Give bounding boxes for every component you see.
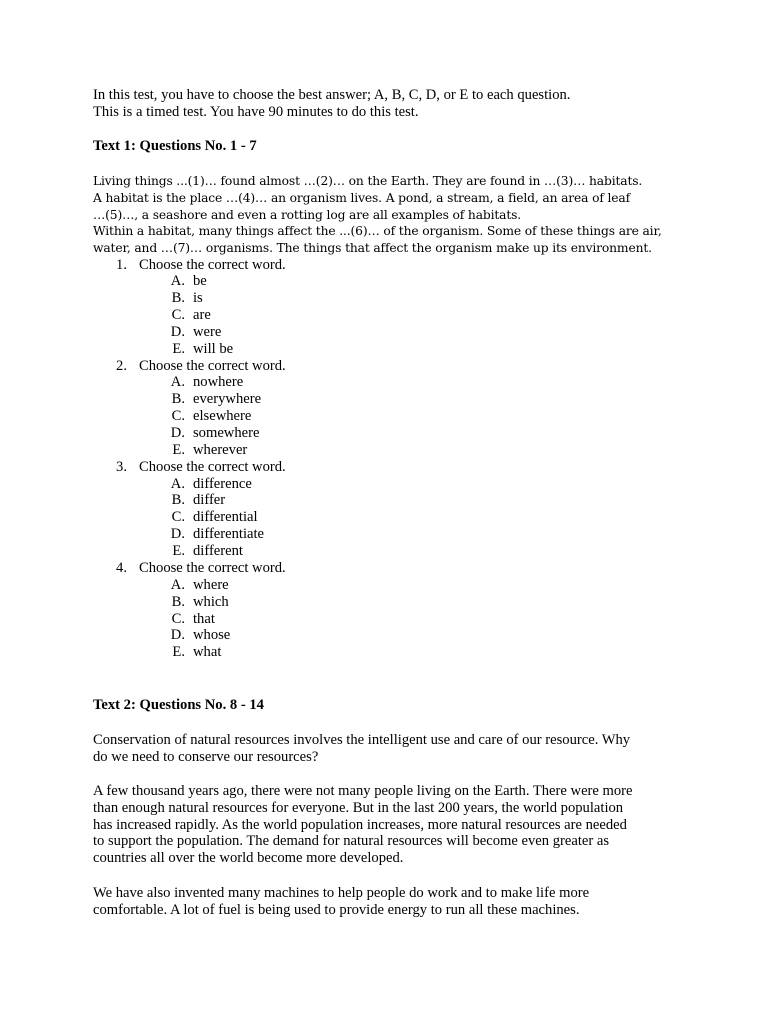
option-letter: A. — [170, 576, 185, 593]
text2-paragraph-1 — [93, 732, 693, 765]
option-b[interactable] — [93, 391, 693, 408]
option-text: is — [193, 290, 203, 307]
passage-line: water, and …(7)… organisms. The things that affect the organism make up its environment. — [93, 240, 652, 255]
option-list — [93, 476, 693, 560]
option-d[interactable] — [93, 627, 693, 644]
question-number: 3. — [116, 458, 127, 475]
question-prompt: Choose the correct word. — [139, 458, 286, 475]
option-list — [93, 374, 693, 458]
option-text: that — [193, 610, 215, 627]
option-text: are — [193, 307, 211, 324]
option-a[interactable] — [93, 273, 693, 290]
option-e[interactable] — [93, 442, 693, 459]
option-e[interactable] — [93, 644, 693, 661]
option-text: wherever — [193, 442, 248, 459]
option-letter: D. — [170, 323, 185, 340]
paragraph-line: comfortable. A lot of fuel is being used to provide energy to run all these machines. — [93, 901, 580, 918]
option-text: elsewhere — [193, 408, 252, 425]
option-text: nowhere — [193, 374, 244, 391]
intro-line-1: In this test, you have to choose the best answer; A, B, C, D, or E to each question. — [93, 87, 571, 103]
option-text: which — [193, 593, 229, 610]
question-4 — [93, 560, 693, 661]
option-letter: C. — [171, 307, 185, 324]
option-letter: B. — [171, 290, 185, 307]
option-letter: E. — [172, 644, 185, 661]
text1-passage — [93, 173, 693, 257]
option-text: differentiate — [193, 526, 265, 543]
paragraph-line: than enough natural resources for everyone. But in the last 200 years, the world population — [93, 800, 624, 816]
paragraph-line: A few thousand years ago, there were not many people living on the Earth. There were more — [93, 783, 633, 800]
question-2 — [93, 358, 693, 459]
question-prompt: Choose the correct word. — [139, 256, 286, 273]
option-b[interactable] — [93, 492, 693, 509]
question-number: 2. — [116, 357, 127, 374]
option-letter: B. — [171, 391, 185, 408]
passage-line: A habitat is the place …(4)… an organism lives. A pond, a stream, a field, an area of leaf — [93, 190, 630, 205]
option-e[interactable] — [93, 543, 693, 560]
option-text: were — [193, 323, 222, 340]
option-c[interactable] — [93, 509, 693, 526]
question-prompt: Choose the correct word. — [139, 357, 286, 374]
question-1 — [93, 257, 693, 358]
question-number: 4. — [116, 560, 127, 577]
option-list — [93, 577, 693, 661]
option-letter: E. — [172, 442, 185, 459]
option-letter: C. — [171, 610, 185, 627]
option-list — [93, 273, 693, 357]
paragraph-line: do we need to conserve our resources? — [93, 748, 319, 765]
option-letter: A. — [170, 273, 185, 290]
option-text: will be — [193, 340, 234, 357]
option-letter: B. — [171, 492, 185, 509]
option-text: what — [193, 644, 222, 661]
text2-paragraph-3 — [93, 885, 693, 918]
option-a[interactable] — [93, 476, 693, 493]
option-d[interactable] — [93, 425, 693, 442]
option-letter: B. — [171, 593, 185, 610]
option-letter: E. — [172, 543, 185, 560]
option-letter: C. — [171, 509, 185, 526]
option-letter: E. — [172, 340, 185, 357]
option-c[interactable] — [93, 408, 693, 425]
option-c[interactable] — [93, 611, 693, 628]
option-text: differential — [193, 509, 258, 526]
option-d[interactable] — [93, 324, 693, 341]
passage-line: Within a habitat, many things affect the ...(6)… of the organism. Some of these things are air, — [93, 224, 662, 239]
option-letter: A. — [170, 475, 185, 492]
option-a[interactable] — [93, 577, 693, 594]
text2-heading: Text 2: Questions No. 8 - 14 — [93, 697, 264, 714]
intro-line-2: This is a timed test. You have 90 minutes to do this test. — [93, 103, 419, 120]
option-text: difference — [193, 475, 252, 492]
option-letter: D. — [170, 526, 185, 543]
paragraph-line: Conservation of natural resources involves the intelligent use and care of our resource. Why — [93, 731, 631, 748]
option-d[interactable] — [93, 526, 693, 543]
option-letter: D. — [170, 425, 185, 442]
option-letter: D. — [170, 627, 185, 644]
option-text: where — [193, 576, 229, 593]
option-letter: C. — [171, 408, 185, 425]
option-c[interactable] — [93, 307, 693, 324]
option-text: whose — [193, 627, 231, 644]
option-text: be — [193, 273, 207, 290]
text2-paragraph-2 — [93, 783, 693, 867]
passage-line: …(5)…, a seashore and even a rotting log are all examples of habitats. — [93, 207, 522, 222]
option-text: everywhere — [193, 391, 262, 408]
question-3 — [93, 459, 693, 560]
question-number: 1. — [116, 256, 127, 273]
option-text: different — [193, 543, 243, 560]
option-letter: A. — [170, 374, 185, 391]
option-text: differ — [193, 492, 226, 509]
option-b[interactable] — [93, 290, 693, 307]
option-b[interactable] — [93, 594, 693, 611]
paragraph-line: countries all over the world become more developed. — [93, 850, 404, 867]
passage-line: Living things ...(1)… found almost …(2)… on the Earth. They are found in …(3)… habitats. — [93, 174, 643, 189]
option-text: somewhere — [193, 425, 260, 442]
text1-heading: Text 1: Questions No. 1 - 7 — [93, 138, 257, 155]
question-list — [93, 257, 693, 662]
test-document — [93, 87, 693, 918]
option-a[interactable] — [93, 374, 693, 391]
paragraph-line: We have also invented many machines to help people do work and to make life more — [93, 884, 590, 901]
option-e[interactable] — [93, 341, 693, 358]
question-prompt: Choose the correct word. — [139, 560, 286, 577]
paragraph-line: to support the population. The demand for natural resources will become even greater as — [93, 833, 610, 850]
paragraph-line: has increased rapidly. As the world population increases, more natural resources are needed — [93, 816, 627, 833]
